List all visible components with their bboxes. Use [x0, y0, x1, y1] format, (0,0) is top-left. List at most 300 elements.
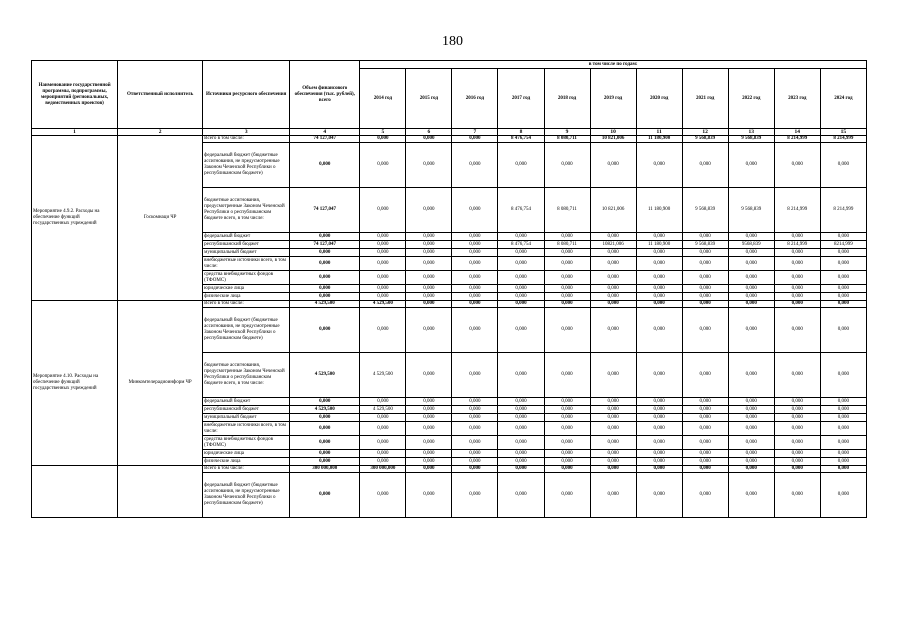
year-value-cell: 0,000: [820, 271, 866, 285]
column-number: 13: [728, 129, 774, 136]
year-value-cell: 0,000: [360, 233, 406, 241]
year-value-cell: 0,000: [498, 458, 544, 466]
total-cell: 0,000: [290, 285, 360, 293]
year-value-cell: 0,000: [360, 257, 406, 271]
year-value-cell: 0,000: [682, 422, 728, 436]
year-value-cell: 0,000: [360, 398, 406, 406]
year-value-cell: 0,000: [498, 398, 544, 406]
year-value-cell: 0,000: [452, 353, 498, 398]
year-value-cell: 0,000: [636, 271, 682, 285]
year-value-cell: 0,000: [360, 450, 406, 458]
column-number: 14: [774, 129, 820, 136]
program-name-cell: Мероприятие 4.9.2. Расходы на обеспечение функций государственных учреждений: [32, 136, 118, 301]
year-value-cell: 0,000: [544, 466, 590, 473]
year-value-cell: 0,000: [820, 249, 866, 257]
source-cell: федеральный бюджет: [203, 398, 290, 406]
year-value-cell: 0,000: [544, 293, 590, 301]
total-cell: 74 127,047: [290, 241, 360, 249]
year-value-cell: 0,000: [544, 450, 590, 458]
total-cell: 0,000: [290, 473, 360, 518]
year-value-cell: 0,000: [406, 143, 452, 188]
year-value-cell: 0,000: [498, 271, 544, 285]
year-value-cell: 0,000: [636, 414, 682, 422]
header-year: 2017 год: [498, 69, 544, 129]
year-value-cell: 8 476,754: [498, 136, 544, 143]
executor-cell: Госкомнаци ЧР: [118, 136, 203, 301]
year-value-cell: 0,000: [498, 249, 544, 257]
year-value-cell: 0,000: [820, 143, 866, 188]
year-value-cell: 0,000: [728, 257, 774, 271]
year-value-cell: 0,000: [590, 301, 636, 308]
year-value-cell: 8 214,999: [774, 188, 820, 233]
year-value-cell: 0,000: [682, 353, 728, 398]
year-value-cell: 0,000: [636, 422, 682, 436]
year-value-cell: 8 214,999: [820, 188, 866, 233]
year-value-cell: 0,000: [590, 466, 636, 473]
year-value-cell: 0,000: [774, 436, 820, 450]
year-value-cell: 11 180,900: [636, 136, 682, 143]
year-value-cell: 0,000: [590, 143, 636, 188]
header-year: 2015 год: [406, 69, 452, 129]
header-row-top: [32, 61, 867, 69]
total-cell: 0,000: [290, 271, 360, 285]
year-value-cell: 0,000: [452, 143, 498, 188]
total-cell: 0,000: [290, 257, 360, 271]
year-value-cell: 0,000: [636, 353, 682, 398]
year-value-cell: 0,000: [774, 143, 820, 188]
year-value-cell: 0,000: [820, 301, 866, 308]
year-value-cell: 0,000: [682, 293, 728, 301]
year-value-cell: 0,000: [452, 450, 498, 458]
year-value-cell: 8 080,711: [544, 136, 590, 143]
year-value-cell: 0,000: [406, 414, 452, 422]
year-value-cell: 0,000: [590, 473, 636, 518]
year-value-cell: 8 214,999: [774, 241, 820, 249]
year-value-cell: 0,000: [590, 422, 636, 436]
year-value-cell: 0,000: [544, 473, 590, 518]
year-value-cell: 0,000: [820, 257, 866, 271]
year-value-cell: 0,000: [820, 293, 866, 301]
year-value-cell: 0,000: [544, 422, 590, 436]
year-value-cell: 0,000: [360, 436, 406, 450]
year-value-cell: 0,000: [636, 450, 682, 458]
year-value-cell: 0,000: [774, 458, 820, 466]
year-value-cell: 0,000: [774, 293, 820, 301]
year-value-cell: 0,000: [406, 293, 452, 301]
year-value-cell: 0,000: [590, 353, 636, 398]
year-value-cell: 0,000: [406, 450, 452, 458]
year-value-cell: 0,000: [498, 301, 544, 308]
year-value-cell: 0,000: [452, 241, 498, 249]
year-value-cell: 0,000: [498, 450, 544, 458]
year-value-cell: 0,000: [774, 271, 820, 285]
year-value-cell: 0,000: [728, 450, 774, 458]
header-executor: Ответственный исполнитель: [118, 61, 203, 129]
year-value-cell: 0,000: [498, 406, 544, 414]
year-value-cell: 0,000: [452, 473, 498, 518]
source-cell: бюджетные ассигнования, предусмотренные Законом Чеченской Республики о республиканском бюджете всего, в том числе:: [203, 188, 290, 233]
total-cell: 0,000: [290, 450, 360, 458]
year-value-cell: 4 529,500: [360, 353, 406, 398]
header-year: 2019 год: [590, 69, 636, 129]
source-cell: республиканский бюджет: [203, 406, 290, 414]
year-value-cell: 0,000: [452, 233, 498, 241]
year-value-cell: 0,000: [774, 466, 820, 473]
year-value-cell: 0,000: [406, 473, 452, 518]
year-value-cell: 0,000: [498, 353, 544, 398]
year-value-cell: 0,000: [820, 398, 866, 406]
year-value-cell: 10 821,006: [590, 136, 636, 143]
year-value-cell: 0,000: [452, 271, 498, 285]
column-number: 2: [118, 129, 203, 136]
year-value-cell: 0,000: [636, 285, 682, 293]
funding-table: [31, 60, 867, 518]
year-value-cell: 0,000: [360, 143, 406, 188]
year-value-cell: 0,000: [774, 422, 820, 436]
table-row: [32, 466, 867, 473]
source-cell: муниципальный бюджет: [203, 249, 290, 257]
year-value-cell: 8 476,754: [498, 241, 544, 249]
year-value-cell: 0,000: [728, 422, 774, 436]
source-cell: Всего в том числе:: [203, 136, 290, 143]
year-value-cell: 0,000: [544, 308, 590, 353]
total-cell: 74 127,047: [290, 136, 360, 143]
year-value-cell: 0,000: [498, 422, 544, 436]
year-value-cell: 10 821,006: [590, 188, 636, 233]
year-value-cell: 0,000: [406, 285, 452, 293]
year-value-cell: 0,000: [544, 249, 590, 257]
year-value-cell: 0,000: [406, 301, 452, 308]
year-value-cell: 0,000: [820, 285, 866, 293]
year-value-cell: 0,000: [636, 398, 682, 406]
year-value-cell: 0,000: [544, 271, 590, 285]
year-value-cell: 0,000: [774, 473, 820, 518]
year-value-cell: 0,000: [406, 422, 452, 436]
year-value-cell: 0,000: [636, 308, 682, 353]
year-value-cell: 0,000: [452, 436, 498, 450]
year-value-cell: 0,000: [452, 406, 498, 414]
year-value-cell: 0,000: [774, 414, 820, 422]
column-number: 10: [590, 129, 636, 136]
column-numbers-row: [32, 129, 867, 136]
year-value-cell: 9 568,839: [728, 188, 774, 233]
total-cell: 0,000: [290, 233, 360, 241]
year-value-cell: 0,000: [406, 436, 452, 450]
year-value-cell: 0,000: [774, 233, 820, 241]
year-value-cell: 0,000: [452, 249, 498, 257]
total-cell: 0,000: [290, 293, 360, 301]
year-value-cell: 0,000: [360, 271, 406, 285]
year-value-cell: 0,000: [636, 233, 682, 241]
total-cell: 4 529,500: [290, 353, 360, 398]
header-year: 2016 год: [452, 69, 498, 129]
year-value-cell: 0,000: [406, 257, 452, 271]
year-value-cell: 0,000: [544, 233, 590, 241]
year-value-cell: 0,000: [360, 414, 406, 422]
year-value-cell: 0,000: [498, 293, 544, 301]
year-value-cell: 0,000: [728, 473, 774, 518]
year-value-cell: 0,000: [728, 249, 774, 257]
year-value-cell: 0,000: [820, 466, 866, 473]
year-value-cell: 0,000: [774, 301, 820, 308]
year-value-cell: 0,000: [820, 422, 866, 436]
year-value-cell: 0,000: [360, 458, 406, 466]
year-value-cell: 0,000: [452, 136, 498, 143]
year-value-cell: 0,000: [544, 353, 590, 398]
year-value-cell: 0,000: [636, 257, 682, 271]
year-value-cell: 0,000: [360, 293, 406, 301]
year-value-cell: 0,000: [590, 414, 636, 422]
total-cell: 0,000: [290, 143, 360, 188]
column-number: 9: [544, 129, 590, 136]
column-number: 6: [406, 129, 452, 136]
year-value-cell: 0,000: [590, 249, 636, 257]
year-value-cell: 0,000: [636, 458, 682, 466]
header-total: Объем финансового обеспечения (тыс. рублей), всего: [290, 61, 360, 129]
source-cell: бюджетные ассигнования, предусмотренные Законом Чеченской Республики о республиканском бюджете всего, в том числе:: [203, 353, 290, 398]
source-cell: Всего в том числе:: [203, 466, 290, 473]
year-value-cell: 8 476,754: [498, 188, 544, 233]
year-value-cell: 0,000: [544, 301, 590, 308]
year-value-cell: 0,000: [590, 293, 636, 301]
year-value-cell: 0,000: [774, 257, 820, 271]
year-value-cell: 0,000: [590, 450, 636, 458]
year-value-cell: 0,000: [682, 450, 728, 458]
year-value-cell: 9 568,839: [682, 136, 728, 143]
table-row: [32, 301, 867, 308]
source-cell: внебюджетные источники всего, в том числе:: [203, 422, 290, 436]
year-value-cell: 0,000: [544, 458, 590, 466]
source-cell: муниципальный бюджет: [203, 414, 290, 422]
year-value-cell: 0,000: [820, 233, 866, 241]
year-value-cell: 8 214,999: [820, 136, 866, 143]
year-value-cell: 0,000: [360, 136, 406, 143]
year-value-cell: 0,000: [452, 422, 498, 436]
year-value-cell: 0,000: [498, 414, 544, 422]
year-value-cell: 0,000: [590, 406, 636, 414]
executor-cell: Минкомтелерадиоинформ ЧР: [118, 301, 203, 466]
year-value-cell: 300 000,000: [360, 466, 406, 473]
header-year: 2022 год: [728, 69, 774, 129]
year-value-cell: 0,000: [360, 249, 406, 257]
year-value-cell: 0,000: [406, 398, 452, 406]
total-cell: 300 000,000: [290, 466, 360, 473]
year-value-cell: 9 568,839: [728, 136, 774, 143]
total-cell: 4 529,500: [290, 301, 360, 308]
year-value-cell: 0,000: [682, 249, 728, 257]
year-value-cell: 0,000: [406, 249, 452, 257]
total-cell: 0,000: [290, 436, 360, 450]
year-value-cell: 0,000: [728, 466, 774, 473]
header-program: Наименование государственной программы, подпрограммы, мероприятий (региональных, ведомственных проектов): [32, 61, 118, 129]
year-value-cell: 0,000: [590, 271, 636, 285]
year-value-cell: 0,000: [820, 308, 866, 353]
year-value-cell: 0,000: [590, 233, 636, 241]
year-value-cell: 0,000: [774, 406, 820, 414]
column-number: 5: [360, 129, 406, 136]
year-value-cell: 0,000: [452, 398, 498, 406]
year-value-cell: 0,000: [544, 143, 590, 188]
year-value-cell: 0,000: [498, 257, 544, 271]
column-number: 1: [32, 129, 118, 136]
year-value-cell: 0,000: [406, 188, 452, 233]
year-value-cell: 8214,999: [820, 241, 866, 249]
year-value-cell: 0,000: [682, 285, 728, 293]
year-value-cell: 0,000: [406, 233, 452, 241]
source-cell: внебюджетные источники всего, в том числе:: [203, 257, 290, 271]
year-value-cell: 0,000: [590, 398, 636, 406]
year-value-cell: 0,000: [774, 353, 820, 398]
total-cell: 0,000: [290, 308, 360, 353]
year-value-cell: 0,000: [360, 422, 406, 436]
year-value-cell: 0,000: [406, 136, 452, 143]
year-value-cell: 0,000: [452, 466, 498, 473]
executor-cell: [118, 466, 203, 518]
year-value-cell: 0,000: [728, 458, 774, 466]
year-value-cell: 9568,839: [728, 241, 774, 249]
year-value-cell: 0,000: [820, 450, 866, 458]
source-cell: федеральный бюджет (бюджетные ассигнования, не предусмотренные Законом Чеченской Республики о республиканском бюджете): [203, 308, 290, 353]
year-value-cell: 0,000: [682, 271, 728, 285]
year-value-cell: 0,000: [406, 406, 452, 414]
year-value-cell: 0,000: [682, 398, 728, 406]
source-cell: федеральный бюджет (бюджетные ассигнования, не предусмотренные Законом Чеченской Республики о республиканском бюджете): [203, 143, 290, 188]
source-cell: Всего в том числе:: [203, 301, 290, 308]
header-year: 2020 год: [636, 69, 682, 129]
year-value-cell: 0,000: [728, 271, 774, 285]
year-value-cell: 9 568,839: [682, 188, 728, 233]
column-number: 11: [636, 129, 682, 136]
source-cell: физические лица: [203, 293, 290, 301]
year-value-cell: 0,000: [406, 353, 452, 398]
year-value-cell: 0,000: [590, 308, 636, 353]
program-name-cell: Мероприятие 4.10. Расходы на обеспечение функций государственных учреждений: [32, 301, 118, 466]
year-value-cell: 0,000: [544, 414, 590, 422]
year-value-cell: 0,000: [728, 353, 774, 398]
year-value-cell: 0,000: [452, 188, 498, 233]
year-value-cell: 0,000: [544, 406, 590, 414]
year-value-cell: 0,000: [452, 301, 498, 308]
year-value-cell: 0,000: [728, 406, 774, 414]
year-value-cell: 0,000: [820, 473, 866, 518]
year-value-cell: 4 529,500: [360, 406, 406, 414]
year-value-cell: 0,000: [774, 308, 820, 353]
year-value-cell: 0,000: [774, 285, 820, 293]
year-value-cell: 0,000: [682, 233, 728, 241]
year-value-cell: 0,000: [682, 257, 728, 271]
year-value-cell: 0,000: [728, 301, 774, 308]
year-value-cell: 0,000: [544, 436, 590, 450]
column-number: 15: [820, 129, 866, 136]
total-cell: 4 529,500: [290, 406, 360, 414]
year-value-cell: 0,000: [636, 473, 682, 518]
year-value-cell: 0,000: [544, 257, 590, 271]
year-value-cell: 0,000: [636, 466, 682, 473]
year-value-cell: 0,000: [682, 414, 728, 422]
year-value-cell: 0,000: [406, 241, 452, 249]
year-value-cell: 0,000: [406, 466, 452, 473]
year-value-cell: 0,000: [636, 436, 682, 450]
year-value-cell: 9 568,839: [682, 241, 728, 249]
source-cell: средства внебюджетных фондов (ТФОМС): [203, 271, 290, 285]
source-cell: средства внебюджетных фондов (ТФОМС): [203, 436, 290, 450]
year-value-cell: 0,000: [498, 143, 544, 188]
table-row: [32, 136, 867, 143]
year-value-cell: 0,000: [360, 241, 406, 249]
source-cell: юридические лица: [203, 450, 290, 458]
year-value-cell: 0,000: [728, 233, 774, 241]
year-value-cell: 0,000: [406, 458, 452, 466]
year-value-cell: 0,000: [360, 308, 406, 353]
year-value-cell: 0,000: [636, 249, 682, 257]
year-value-cell: 0,000: [498, 473, 544, 518]
year-value-cell: 8 214,999: [774, 136, 820, 143]
column-number: 8: [498, 129, 544, 136]
year-value-cell: 0,000: [498, 233, 544, 241]
total-cell: 0,000: [290, 249, 360, 257]
column-number: 12: [682, 129, 728, 136]
year-value-cell: 0,000: [406, 271, 452, 285]
source-cell: юридические лица: [203, 285, 290, 293]
total-cell: 0,000: [290, 458, 360, 466]
year-value-cell: 0,000: [360, 188, 406, 233]
program-name-cell: [32, 466, 118, 518]
year-value-cell: 0,000: [820, 436, 866, 450]
year-value-cell: 0,000: [590, 436, 636, 450]
year-value-cell: 11 180,900: [636, 188, 682, 233]
year-value-cell: 0,000: [452, 257, 498, 271]
total-cell: 0,000: [290, 422, 360, 436]
year-value-cell: 0,000: [682, 466, 728, 473]
year-value-cell: 0,000: [498, 466, 544, 473]
header-years-group: в том числе по годам:: [360, 61, 867, 69]
year-value-cell: 0,000: [728, 414, 774, 422]
year-value-cell: 0,000: [590, 458, 636, 466]
year-value-cell: 0,000: [636, 293, 682, 301]
year-value-cell: 0,000: [728, 436, 774, 450]
header-year: 2018 год: [544, 69, 590, 129]
year-value-cell: 0,000: [452, 458, 498, 466]
source-cell: федеральный бюджет (бюджетные ассигнования, не предусмотренные Законом Чеченской Республики о республиканском бюджете): [203, 473, 290, 518]
year-value-cell: 0,000: [452, 293, 498, 301]
source-cell: республиканский бюджет: [203, 241, 290, 249]
year-value-cell: 0,000: [360, 285, 406, 293]
source-cell: федеральный бюджет: [203, 233, 290, 241]
year-value-cell: 0,000: [636, 301, 682, 308]
year-value-cell: 0,000: [682, 436, 728, 450]
year-value-cell: 0,000: [728, 398, 774, 406]
year-value-cell: 0,000: [682, 458, 728, 466]
year-value-cell: 0,000: [498, 436, 544, 450]
year-value-cell: 0,000: [728, 143, 774, 188]
year-value-cell: 0,000: [774, 249, 820, 257]
year-value-cell: 0,000: [774, 450, 820, 458]
year-value-cell: 0,000: [544, 398, 590, 406]
year-value-cell: 0,000: [820, 458, 866, 466]
column-number: 4: [290, 129, 360, 136]
year-value-cell: 0,000: [590, 257, 636, 271]
total-cell: 0,000: [290, 414, 360, 422]
year-value-cell: 0,000: [682, 143, 728, 188]
year-value-cell: 0,000: [774, 398, 820, 406]
year-value-cell: 0,000: [636, 143, 682, 188]
total-cell: 74 127,047: [290, 188, 360, 233]
year-value-cell: 0,000: [820, 353, 866, 398]
year-value-cell: 0,000: [498, 308, 544, 353]
year-value-cell: 10821,006: [590, 241, 636, 249]
header-year: 2014 год: [360, 69, 406, 129]
year-value-cell: 0,000: [682, 308, 728, 353]
